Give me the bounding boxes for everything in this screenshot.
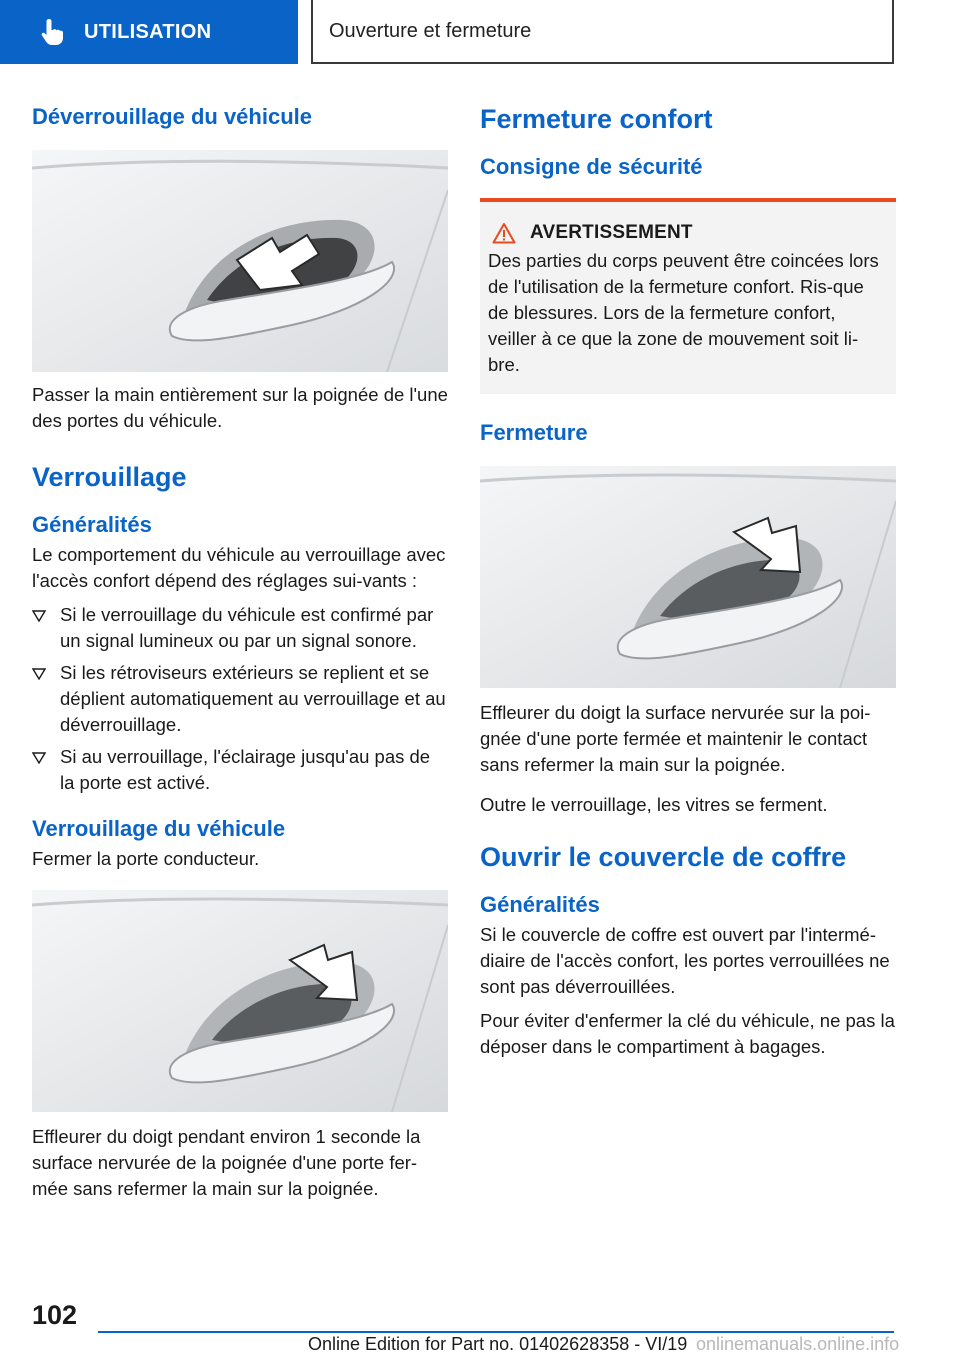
paragraph-effleurer-left: Effleurer du doigt pendant environ 1 seconde la surface nervurée de la poignée d'une porte fer-mée sans refermer la main sur la poignée. [32, 1126, 421, 1199]
heading-deverrouillage: Déverrouillage du véhicule [32, 104, 312, 129]
heading-verrouillage-vehicule: Verrouillage du véhicule [32, 816, 286, 841]
heading-consigne: Consigne de sécurité [480, 154, 703, 179]
watermark: onlinemanuals.online.info [696, 1334, 900, 1354]
warning-text: Des parties du corps peuvent être coincées lors de l'utilisation de la fermeture confort. Ris-que de blessures. Lors de la fermeture confort, veiller à ce que la zone de mouvement soit li-bre. [488, 250, 879, 375]
paragraph-effleurer-right: Effleurer du doigt la surface nervurée sur la poi-gnée d'une porte fermée et maintenir le contact sans refermer la main sur la poignée. [480, 702, 871, 775]
heading-fermeture: Fermeture [480, 420, 588, 445]
chapter-header [311, 0, 894, 64]
paragraph-coffre-2: Pour éviter d'enfermer la clé du véhicule, ne pas la déposer dans le compartiment à bagages. [480, 1010, 895, 1057]
heading-generalites-right: Généralités [480, 892, 600, 917]
paragraph-outre: Outre le verrouillage, les vitres se ferment. [480, 794, 828, 815]
warning-box [480, 198, 896, 394]
list-item: Si au verrouillage, l'éclairage jusqu'au pas de la porte est activé. [32, 744, 448, 796]
heading-ouvrir-coffre: Ouvrir le couvercle de coffre [480, 842, 847, 872]
left-column [32, 96, 448, 1202]
edition-note: Online Edition for Part no. 01402628358 - VI/19 [308, 1334, 688, 1354]
paragraph-coffre-1: Si le couvercle de coffre est ouvert par l'intermé-diaire de l'accès confort, les portes verrouillées ne sont pas déverrouillées. [480, 924, 890, 997]
triangle-bullet-icon [32, 752, 46, 764]
page-number: 102 [32, 1300, 78, 1330]
heading-verrouillage: Verrouillage [32, 462, 187, 492]
section-tab[interactable] [0, 0, 298, 64]
footer-divider [98, 1331, 894, 1333]
list-item: Si le verrouillage du véhicule est confirmé par un signal lumineux ou par un signal sonore. [32, 602, 448, 654]
warning-header [488, 222, 888, 244]
paragraph-deverrouillage: Passer la main entièrement sur la poignée de l'une des portes du véhicule. [32, 384, 448, 431]
triangle-bullet-icon [32, 668, 46, 680]
warning-triangle-icon [492, 222, 516, 244]
door-handle-image-unlock [32, 150, 448, 372]
paragraph-generalites-left: Le comportement du véhicule au verrouillage avec l'accès confort dépend des réglages sui-vants : [32, 544, 446, 591]
right-column [480, 96, 896, 1060]
paragraph-fermer-porte: Fermer la porte conducteur. [32, 848, 260, 869]
heading-fermeture-confort: Fermeture confort [480, 104, 713, 134]
chapter-title: Ouverture et fermeture [329, 19, 532, 42]
heading-generalites-left: Généralités [32, 512, 152, 537]
door-handle-image-lock [32, 890, 448, 1112]
settings-list [32, 602, 448, 796]
door-handle-image-close [480, 466, 896, 688]
warning-title: AVERTISSEMENT [530, 222, 693, 243]
hand-pointer-icon [38, 17, 68, 47]
triangle-bullet-icon [32, 610, 46, 622]
list-item: Si les rétroviseurs extérieurs se replient et se déplient automatiquement au verrouillage et au déverrouillage. [32, 660, 448, 738]
section-label: UTILISATION [84, 20, 212, 43]
